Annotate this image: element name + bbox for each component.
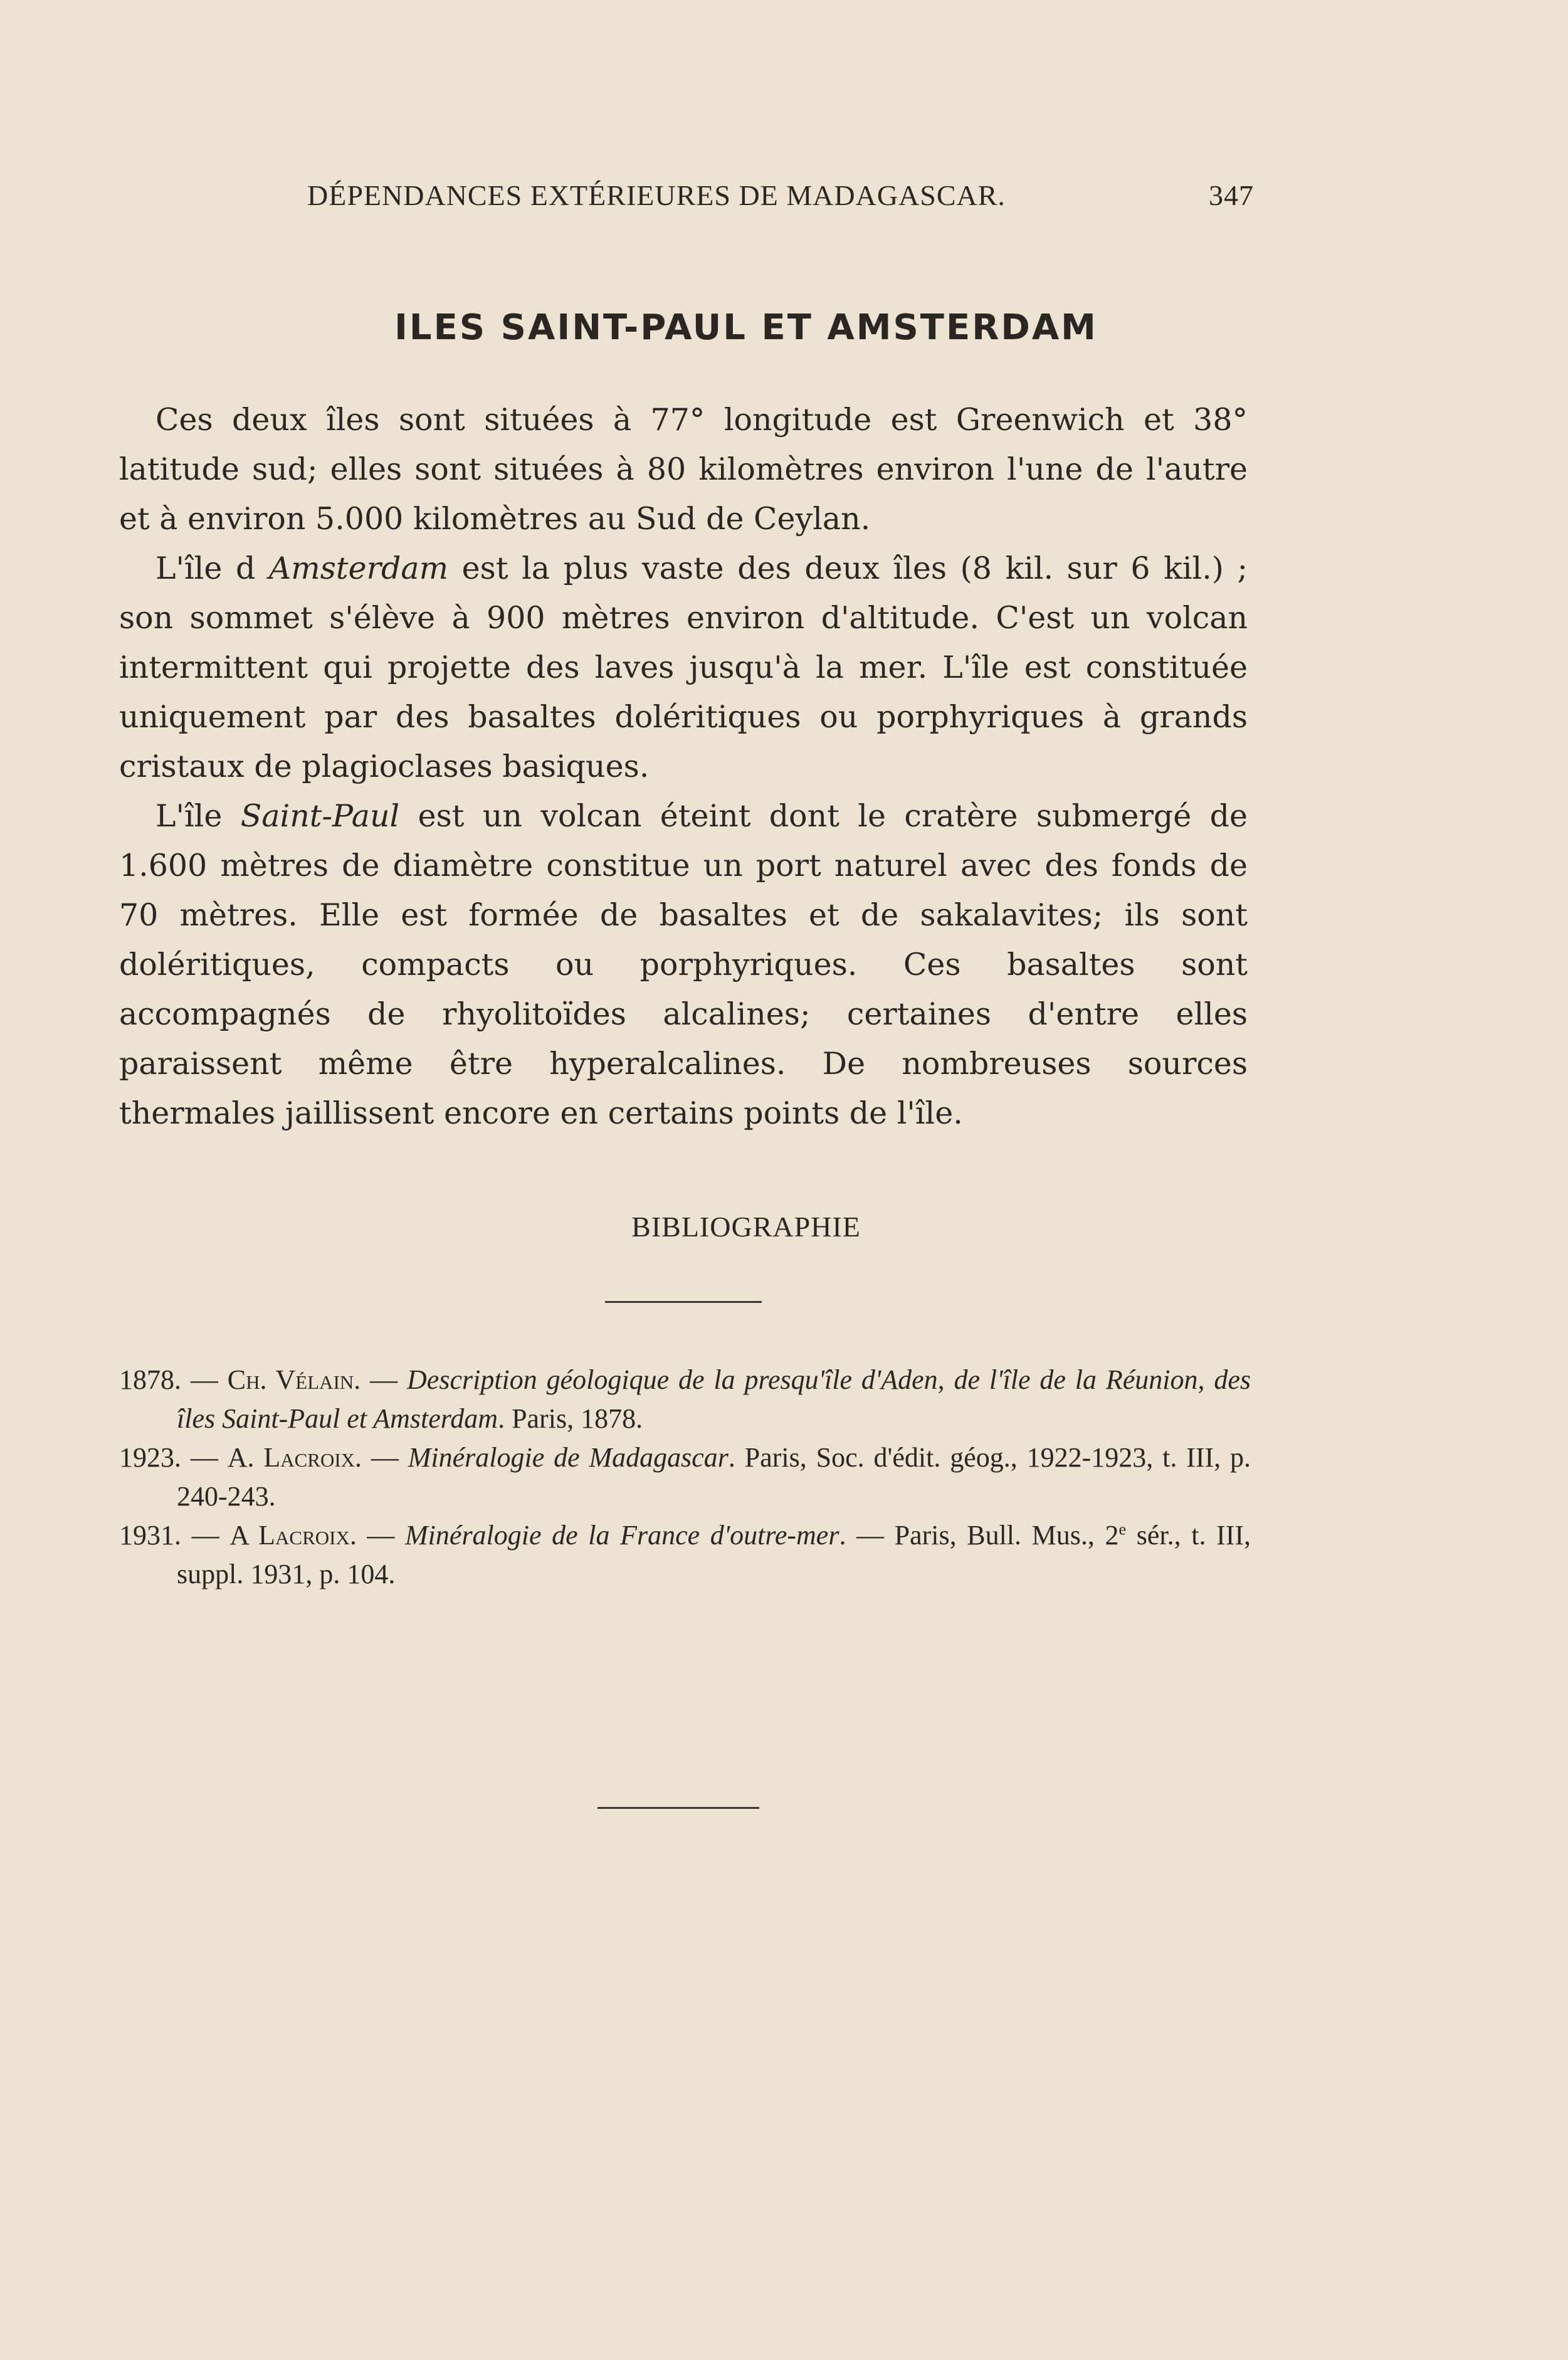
bibliography-list	[119, 1361, 1251, 1594]
work-title: Minéralogie de la France d'outre-mer	[405, 1520, 839, 1551]
bibliography-heading: BIBLIOGRAPHIE	[631, 1211, 861, 1243]
author: A Lacroix	[229, 1520, 350, 1551]
work-title: Description géologique de la presqu'île d'Aden, de l'île de la Réunion, des îles Saint-Paul et Amsterdam	[177, 1364, 1251, 1434]
author: Ch. Vélain	[227, 1364, 354, 1395]
end-rule	[597, 1807, 759, 1809]
running-title: DÉPENDANCES EXTÉRIEURES DE MADAGASCAR.	[307, 179, 1006, 211]
place-name-saint-paul: Saint-Paul	[240, 798, 400, 834]
paragraph-1: Ces deux îles sont situées à 77° longitude est Greenwich et 38° latitude sud; elles sont situées à 80 kilomètres environ l'une de l'autre et à environ 5.000 kilomètres au Sud de Ceylan.	[119, 402, 1248, 537]
bibliography-entry: 1878. — Ch. Vélain. — Description géologique de la presqu'île d'Aden, de l'île de la Réunion, des îles Saint-Paul et Amsterdam. Paris, 1878.	[119, 1364, 1251, 1434]
paragraph-3: L'île Saint-Paul est un volcan éteint dont le cratère submergé de 1.600 mètres de diamètre constitue un port naturel avec des fonds de 70 mètres. Elle est formée de basaltes et de sakalavites; ils sont doléritiques, compacts ou porphyriques. Ces basaltes sont accompagnés de rhyolitoïdes alcalines; certaines d'entre elles paraissent même être hyperalcalines. De nombreuses sources thermales jaillissent encore en certains points de l'île.	[119, 798, 1248, 1131]
work-title: Minéralogie de Madagascar	[408, 1442, 729, 1473]
paragraph-2: L'île d Amsterdam est la plus vaste des deux îles (8 kil. sur 6 kil.) ; son sommet s'élève à 900 mètres environ d'altitude. C'est un volcan intermittent qui projette des laves jusqu'à la mer. L'île est constituée uniquement par des basaltes doléritiques ou porphyriques à grands cristaux de plagioclases basiques.	[119, 550, 1248, 784]
place-name-amsterdam: Amsterdam	[268, 550, 449, 586]
divider-rule	[605, 1301, 762, 1303]
bibliography-entry: 1923. — A. Lacroix. — Minéralogie de Madagascar. Paris, Soc. d'édit. géog., 1922-1923, t. III, p. 240-243.	[119, 1442, 1251, 1512]
body-text	[119, 395, 1248, 1138]
bibliography-entry: 1931. — A Lacroix. — Minéralogie de la France d'outre-mer. — Paris, Bull. Mus., 2e sér., t. III, suppl. 1931, p. 104.	[119, 1519, 1251, 1589]
author: A. Lacroix	[227, 1442, 355, 1473]
page-number: 347	[1209, 179, 1254, 211]
section-title: ILES SAINT-PAUL ET AMSTERDAM	[394, 307, 1098, 348]
running-header	[307, 179, 1254, 212]
